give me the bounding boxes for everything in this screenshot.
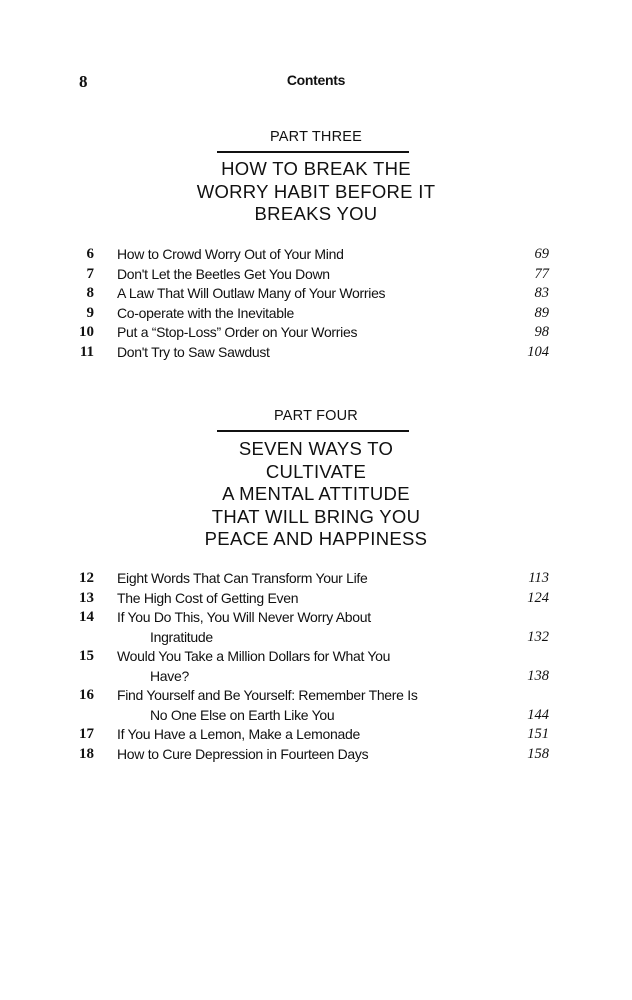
- chapter-page: 124: [527, 589, 549, 606]
- part-three-title-line: WORRY HABIT BEFORE IT: [196, 180, 436, 202]
- part-four-rule: [217, 430, 409, 432]
- chapter-number: 9: [86, 304, 94, 321]
- chapter-number: 10: [79, 324, 94, 340]
- part-three-title-line: BREAKS YOU: [254, 203, 378, 224]
- chapter-title: Co-operate with the Inevitable: [117, 304, 294, 321]
- chapter-title-continued: Have?: [150, 667, 189, 684]
- chapter-number: 15: [79, 648, 94, 664]
- chapter-title: Don't Try to Saw Sawdust: [117, 343, 270, 360]
- chapter-page: 104: [527, 343, 549, 360]
- chapter-title: How to Crowd Worry Out of Your Mind: [117, 246, 344, 262]
- part-three-label: PART THREE: [270, 129, 362, 145]
- chapter-page: 158: [527, 745, 549, 762]
- chapter-title: Find Yourself and Be Yourself: Remember There Is: [117, 687, 418, 703]
- chapter-number: 18: [79, 745, 94, 762]
- part-three-title-line: HOW TO BREAK THE: [221, 158, 411, 179]
- part-four-title-line: THAT WILL BRING YOU: [211, 505, 421, 527]
- chapter-page: 77: [534, 265, 549, 282]
- chapter-number: 8: [86, 285, 94, 301]
- chapter-page: 151: [527, 726, 549, 742]
- chapter-number: 12: [79, 570, 94, 586]
- chapter-page: 144: [527, 706, 549, 723]
- chapter-title: Put a “Stop-Loss” Order on Your Worries: [117, 324, 358, 340]
- part-four-label: PART FOUR: [274, 408, 358, 424]
- chapter-title: A Law That Will Outlaw Many of Your Worries: [117, 285, 386, 301]
- chapter-page: 132: [527, 628, 549, 645]
- chapter-title-continued: Ingratitude: [150, 628, 213, 645]
- chapter-page: 83: [534, 285, 549, 301]
- part-four-title-line: SEVEN WAYS TO: [238, 438, 394, 459]
- chapter-title: How to Cure Depression in Fourteen Days: [117, 745, 369, 762]
- chapter-title: The High Cost of Getting Even: [117, 589, 299, 606]
- chapter-title: Eight Words That Can Transform Your Life: [117, 570, 368, 586]
- part-four-title: [0, 438, 632, 551]
- chapter-number: 7: [86, 265, 94, 282]
- part-four-title-line: CULTIVATE: [265, 460, 367, 482]
- chapter-title: If You Do This, You Will Never Worry About: [117, 609, 371, 625]
- chapter-number: 17: [79, 726, 94, 742]
- part-four-title-line: A MENTAL ATTITUDE: [222, 483, 410, 504]
- chapter-number: 14: [79, 609, 94, 625]
- part-three-title: [0, 158, 632, 226]
- chapter-page: 89: [534, 304, 549, 321]
- chapter-title-continued: No One Else on Earth Like You: [150, 706, 335, 723]
- part-four-title-line: PEACE AND HAPPINESS: [204, 528, 428, 549]
- chapter-page: 98: [534, 324, 549, 340]
- chapter-number: 11: [79, 343, 94, 360]
- chapter-page: 138: [527, 667, 549, 684]
- page-number: 8: [79, 72, 88, 91]
- chapter-title: If You Have a Lemon, Make a Lemonade: [117, 726, 360, 742]
- chapter-page: 113: [528, 570, 549, 586]
- chapter-number: 6: [86, 246, 94, 262]
- chapter-page: 69: [534, 246, 549, 262]
- chapter-number: 16: [79, 687, 94, 703]
- chapter-number: 13: [79, 589, 94, 606]
- part-three-rule: [217, 151, 409, 153]
- chapter-title: Don't Let the Beetles Get You Down: [117, 265, 330, 282]
- chapter-title: Would You Take a Million Dollars for What You: [117, 648, 391, 664]
- running-head: Contents: [286, 72, 346, 88]
